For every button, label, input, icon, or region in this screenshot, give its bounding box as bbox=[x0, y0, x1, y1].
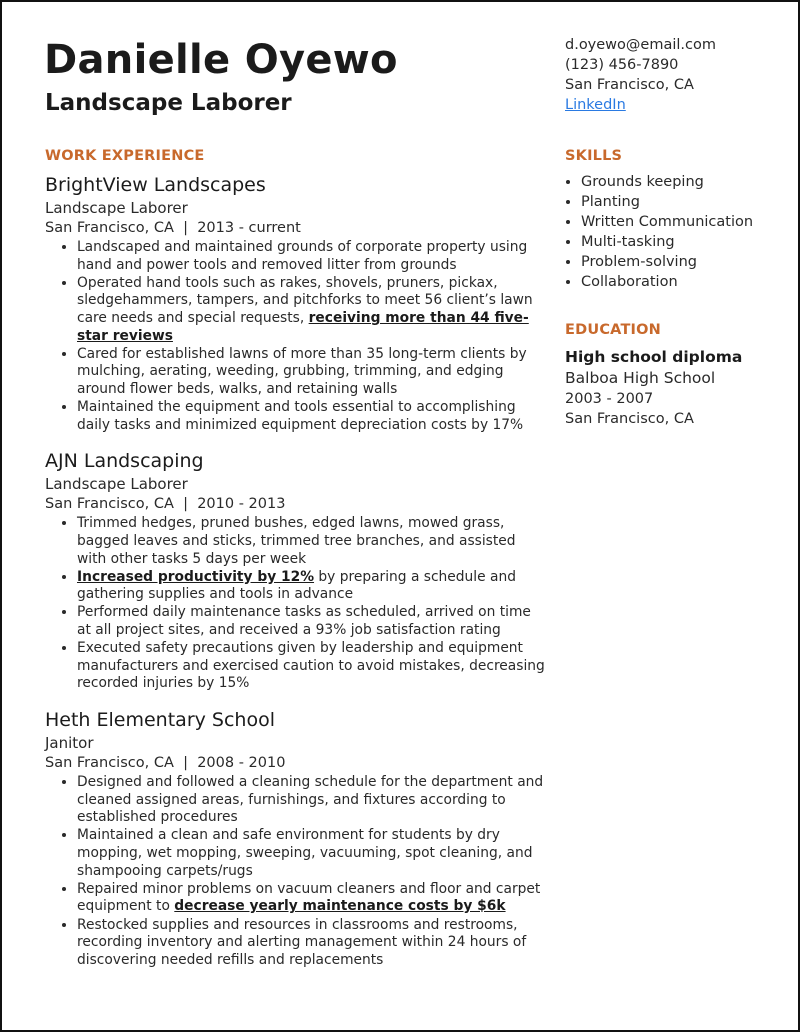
job-bullet bbox=[77, 515, 545, 568]
job-bullet bbox=[77, 774, 545, 827]
job-bullet bbox=[77, 640, 545, 693]
education-location: San Francisco, CA bbox=[565, 411, 694, 427]
job-bullet bbox=[77, 604, 545, 639]
bullet-text: Executed safety precautions given by leadership and equipment manufacturers and exercised caution to avoid mistakes, decreasing recorded injuries by 15% bbox=[77, 640, 545, 692]
skills-heading: SKILLS bbox=[565, 148, 623, 164]
job-location-dates: San Francisco, CA | 2013 - current bbox=[45, 220, 301, 236]
work-experience-heading: WORK EXPERIENCE bbox=[45, 148, 205, 164]
job-entry bbox=[45, 448, 545, 693]
candidate-title: Landscape Laborer bbox=[45, 90, 292, 116]
sidebar-column bbox=[565, 146, 780, 429]
job-location-dates: San Francisco, CA | 2010 - 2013 bbox=[45, 496, 286, 513]
education-school: Balboa High School bbox=[565, 369, 716, 387]
skills-list bbox=[565, 172, 780, 292]
contact-block bbox=[565, 35, 716, 115]
skill-item: • Grounds keeping bbox=[581, 172, 780, 192]
bullet-text: Designed and followed a cleaning schedule for the department and cleaned assigned areas, furnishings, and fixtures according to established procedures bbox=[77, 774, 544, 826]
education-years: 2003 - 2007 bbox=[565, 391, 654, 407]
education-heading: EDUCATION bbox=[565, 322, 662, 338]
bullet-text-after: by preparing a schedule and gathering supplies and tools in advance bbox=[77, 568, 516, 603]
job-company: BrightView Landscapes bbox=[45, 174, 266, 196]
candidate-name: Danielle Oyewo bbox=[44, 37, 398, 83]
education-degree: High school diploma bbox=[565, 348, 743, 366]
skill-item: • Multi-tasking bbox=[581, 232, 780, 252]
skill-item: • Collaboration bbox=[581, 272, 780, 292]
job-bullet bbox=[77, 399, 545, 434]
job-bullet bbox=[77, 239, 545, 274]
job-company: Heth Elementary School bbox=[45, 709, 275, 732]
bullet-text: Operated hand tools such as rakes, shovels, pruners, pickax, sledgehammers, tampers, and pitchforks to meet 56 client’s lawn care needs and special requests, bbox=[77, 274, 533, 326]
contact-location: San Francisco, CA bbox=[565, 77, 694, 93]
job-bullet bbox=[77, 346, 545, 399]
job-location-dates: San Francisco, CA | 2008 - 2010 bbox=[45, 755, 286, 772]
job-company: AJN Landscaping bbox=[45, 450, 204, 473]
contact-phone: (123) 456-7890 bbox=[565, 57, 679, 73]
job-role: Landscape Laborer bbox=[45, 199, 188, 217]
bullet-text: Maintained a clean and safe environment for students by dry mopping, wet mopping, sweeping, vacuuming, spot cleaning, and shampooing carpets/rugs bbox=[77, 827, 533, 879]
linkedin-link[interactable]: LinkedIn bbox=[565, 97, 626, 113]
job-bullet-list bbox=[45, 774, 545, 969]
job-bullet-list bbox=[45, 515, 545, 693]
contact-email: d.oyewo@email.com bbox=[565, 37, 716, 53]
bullet-highlight: Increased productivity by 12% bbox=[77, 568, 315, 585]
job-bullet bbox=[77, 569, 545, 604]
work-experience-section bbox=[45, 146, 545, 983]
bullet-text: Cared for established lawns of more than 35 long-term clients by mulching, aerating, weeding, grubbing, trimming, and edging around flower beds, walks, and retaining walls bbox=[77, 345, 527, 397]
job-role: Landscape Laborer bbox=[45, 475, 188, 494]
job-bullet-list bbox=[45, 239, 545, 434]
skill-item: • Problem-solving bbox=[581, 252, 780, 272]
bullet-text: Restocked supplies and resources in classrooms and restrooms, recording inventory and alerting management within 24 hours of discovering needed refills and replacements bbox=[77, 916, 527, 968]
skill-item: • Written Communication bbox=[581, 212, 780, 232]
bullet-text: Performed daily maintenance tasks as scheduled, arrived on time at all project sites, and received a 93% job satisfaction rating bbox=[77, 604, 531, 639]
job-entry bbox=[45, 707, 545, 969]
job-list bbox=[45, 172, 545, 969]
bullet-highlight: decrease yearly maintenance costs by $6k bbox=[174, 898, 506, 915]
bullet-text: Trimmed hedges, pruned bushes, edged lawns, mowed grass, bagged leaves and sticks, trimmed tree branches, and assisted with other tasks 5 days per week bbox=[77, 515, 516, 567]
bullet-highlight: receiving more than 44 five-star reviews bbox=[77, 309, 529, 344]
bullet-text: Repaired minor problems on vacuum cleaners and floor and carpet equipment to bbox=[77, 880, 541, 915]
job-bullet bbox=[77, 827, 545, 880]
bullet-text: Landscaped and maintained grounds of corporate property using hand and power tools and removed litter from grounds bbox=[77, 239, 528, 273]
job-entry bbox=[45, 172, 545, 434]
job-bullet bbox=[77, 275, 545, 345]
job-bullet bbox=[77, 881, 545, 916]
job-role: Janitor bbox=[45, 734, 94, 753]
job-bullet bbox=[77, 917, 545, 970]
skill-item: • Planting bbox=[581, 192, 780, 212]
bullet-text: Maintained the equipment and tools essential to accomplishing daily tasks and minimized equipment depreciation costs by 17% bbox=[77, 399, 524, 433]
